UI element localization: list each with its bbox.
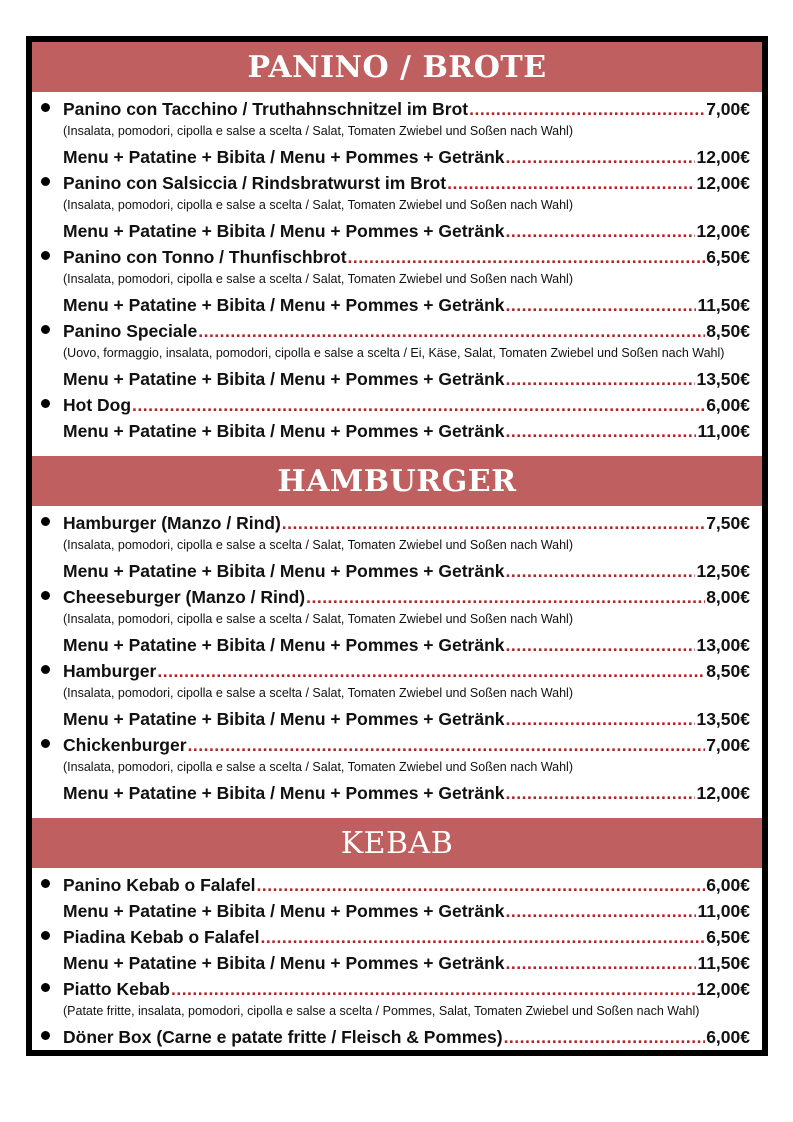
bullet-icon: [41, 1031, 50, 1040]
combo-price: 12,00€: [696, 147, 750, 167]
combo-price: 11,50€: [697, 295, 750, 315]
item-name: Chickenburger: [63, 735, 187, 755]
bullet-icon: [41, 739, 50, 748]
bullet-icon: [41, 931, 50, 940]
leader-dots: [171, 979, 696, 1000]
menu-item: [32, 870, 762, 896]
menu-frame: [26, 36, 768, 1056]
item-price: 6,50€: [706, 927, 750, 947]
leader-dots: [506, 709, 696, 730]
item-name: Panino Kebab o Falafel: [63, 875, 256, 895]
leader-dots: [198, 321, 705, 342]
item-name: Piatto Kebab: [63, 979, 170, 999]
combo-label: Menu + Patatine + Bibita / Menu + Pommes + Getränk: [63, 635, 505, 655]
leader-dots: [506, 953, 697, 974]
menu-item: [32, 316, 762, 342]
leader-dots: [506, 635, 696, 656]
menu-combo: [32, 704, 762, 730]
bullet-icon: [41, 983, 50, 992]
item-price: 8,50€: [706, 321, 750, 341]
item-name: Piadina Kebab o Falafel: [63, 927, 260, 947]
leader-dots: [257, 875, 706, 896]
bullet-icon: [41, 665, 50, 674]
menu-item: [32, 922, 762, 948]
item-price: 6,00€: [706, 875, 750, 895]
leader-dots: [506, 783, 696, 804]
item-note: (Insalata, pomodori, cipolla e salse a scelta / Salat, Tomaten Zwiebel und Soßen nach Wahl): [63, 272, 573, 286]
item-name: Panino con Tacchino / Truthahnschnitzel im Brot: [63, 99, 469, 119]
menu-item: [32, 656, 762, 682]
combo-price: 13,50€: [696, 709, 750, 729]
section-header-hamburger: HAMBURGER: [32, 456, 762, 506]
item-price: 12,00€: [696, 173, 750, 193]
item-note: (Insalata, pomodori, cipolla e salse a scelta / Salat, Tomaten Zwiebel und Soßen nach Wahl): [63, 760, 573, 774]
menu-combo: [32, 896, 762, 922]
combo-price: 11,00€: [697, 901, 750, 921]
section-hamburger: [32, 506, 762, 818]
menu-item: [32, 974, 762, 1000]
item-note: (Patate fritte, insalata, pomodori, cipolla e salse a scelta / Pommes, Salat, Tomaten Zwiebel und Soßen nach Wahl): [63, 1004, 700, 1018]
menu-combo: [32, 290, 762, 316]
combo-price: 12,00€: [696, 221, 750, 241]
leader-dots: [132, 395, 705, 416]
bullet-icon: [41, 591, 50, 600]
item-note: (Insalata, pomodori, cipolla e salse a scelta / Salat, Tomaten Zwiebel und Soßen nach Wahl): [63, 124, 573, 138]
menu-combo: [32, 778, 762, 804]
item-note: (Insalata, pomodori, cipolla e salse a scelta / Salat, Tomaten Zwiebel und Soßen nach Wahl): [63, 198, 573, 212]
leader-dots: [506, 221, 696, 242]
menu-item: [32, 1022, 762, 1048]
item-note: (Insalata, pomodori, cipolla e salse a scelta / Salat, Tomaten Zwiebel und Soßen nach Wahl): [63, 612, 573, 626]
menu-combo: [32, 416, 762, 442]
item-name: Hamburger (Manzo / Rind): [63, 513, 281, 533]
spacer: [32, 804, 762, 818]
item-price: 7,00€: [706, 99, 750, 119]
item-name: Hamburger: [63, 661, 157, 681]
bullet-icon: [41, 251, 50, 260]
item-price: 6,00€: [706, 395, 750, 415]
leader-dots: [306, 587, 705, 608]
item-note: (Insalata, pomodori, cipolla e salse a scelta / Salat, Tomaten Zwiebel und Soßen nach Wahl): [63, 686, 573, 700]
combo-label: Menu + Patatine + Bibita / Menu + Pommes + Getränk: [63, 369, 505, 389]
menu-combo: [32, 142, 762, 168]
item-price: 6,50€: [706, 247, 750, 267]
leader-dots: [504, 1027, 706, 1048]
leader-dots: [506, 421, 697, 442]
item-note: (Insalata, pomodori, cipolla e salse a scelta / Salat, Tomaten Zwiebel und Soßen nach Wahl): [63, 538, 573, 552]
menu-item: [32, 168, 762, 194]
combo-label: Menu + Patatine + Bibita / Menu + Pommes + Getränk: [63, 295, 505, 315]
combo-price: 12,00€: [696, 783, 750, 803]
leader-dots: [260, 927, 705, 948]
item-name: Cheeseburger (Manzo / Rind): [63, 587, 306, 607]
bullet-icon: [41, 325, 50, 334]
bullet-icon: [41, 399, 50, 408]
combo-label: Menu + Patatine + Bibita / Menu + Pommes + Getränk: [63, 421, 505, 441]
item-price: 8,00€: [706, 587, 750, 607]
leader-dots: [506, 147, 696, 168]
bullet-icon: [41, 879, 50, 888]
section-panino: [32, 92, 762, 456]
menu-item: [32, 582, 762, 608]
leader-dots: [282, 513, 705, 534]
section-header-kebab: KEBAB: [32, 818, 762, 868]
combo-label: Menu + Patatine + Bibita / Menu + Pommes + Getränk: [63, 901, 505, 921]
combo-label: Menu + Patatine + Bibita / Menu + Pommes + Getränk: [63, 147, 505, 167]
menu-item: [32, 242, 762, 268]
combo-label: Menu + Patatine + Bibita / Menu + Pommes + Getränk: [63, 561, 505, 581]
combo-price: 11,00€: [697, 421, 750, 441]
spacer: [32, 442, 762, 456]
bullet-icon: [41, 177, 50, 186]
menu-combo: [32, 556, 762, 582]
menu-item: [32, 508, 762, 534]
bullet-icon: [41, 103, 50, 112]
menu-item: [32, 390, 762, 416]
combo-price: 13,50€: [696, 369, 750, 389]
leader-dots: [506, 295, 697, 316]
section-kebab: [32, 868, 762, 1048]
combo-price: 13,00€: [696, 635, 750, 655]
leader-dots: [469, 99, 705, 120]
menu-combo: [32, 364, 762, 390]
menu-combo: [32, 216, 762, 242]
item-price: 7,00€: [706, 735, 750, 755]
leader-dots: [188, 735, 706, 756]
leader-dots: [157, 661, 705, 682]
item-name: Hot Dog: [63, 395, 132, 415]
item-note: (Uovo, formaggio, insalata, pomodori, cipolla e salse a scelta / Ei, Käse, Salat, Tomaten Zwiebel und Soßen nach Wahl): [63, 346, 725, 360]
menu-combo: [32, 948, 762, 974]
item-name: Panino con Tonno / Thunfischbrot: [63, 247, 347, 267]
menu-item: [32, 730, 762, 756]
item-price: 12,00€: [696, 979, 750, 999]
item-name: Panino con Salsiccia / Rindsbratwurst im Brot: [63, 173, 447, 193]
leader-dots: [506, 561, 696, 582]
combo-price: 12,50€: [696, 561, 750, 581]
item-price: 7,50€: [706, 513, 750, 533]
item-name: Döner Box (Carne e patate fritte / Fleisch & Pommes): [63, 1027, 503, 1047]
combo-label: Menu + Patatine + Bibita / Menu + Pommes + Getränk: [63, 709, 505, 729]
combo-label: Menu + Patatine + Bibita / Menu + Pommes + Getränk: [63, 953, 505, 973]
menu-item: [32, 94, 762, 120]
combo-label: Menu + Patatine + Bibita / Menu + Pommes + Getränk: [63, 783, 505, 803]
leader-dots: [447, 173, 695, 194]
leader-dots: [348, 247, 706, 268]
combo-price: 11,50€: [697, 953, 750, 973]
bullet-icon: [41, 517, 50, 526]
item-name: Panino Speciale: [63, 321, 198, 341]
menu-combo: [32, 630, 762, 656]
combo-label: Menu + Patatine + Bibita / Menu + Pommes + Getränk: [63, 221, 505, 241]
leader-dots: [506, 901, 697, 922]
item-price: 8,50€: [706, 661, 750, 681]
item-price: 6,00€: [706, 1027, 750, 1047]
leader-dots: [506, 369, 696, 390]
section-header-panino: PANINO / BROTE: [32, 42, 762, 92]
